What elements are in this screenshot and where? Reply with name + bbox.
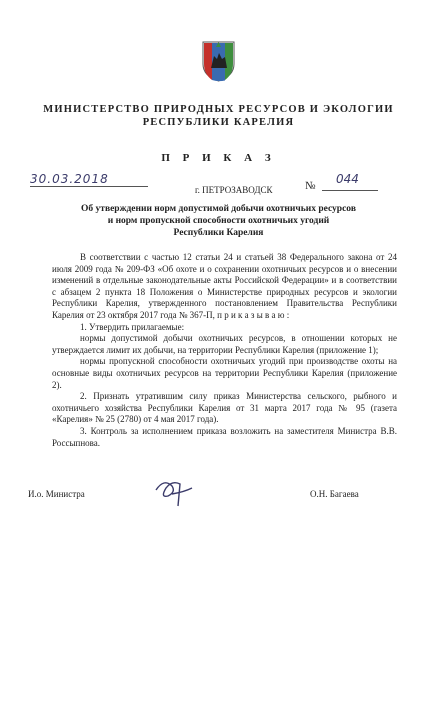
order-body	[52, 252, 397, 449]
order-subject	[60, 203, 377, 239]
ministry-name-line2: РЕСПУБЛИКИ КАРЕЛИЯ	[142, 117, 295, 128]
paragraph-preamble: В соответствии с частью 12 статьи 24 и статьей 38 Федерального закона от 24 июля 2009 года № 209-ФЗ «Об охоте и о сохранении охотничьих ресурсов и о внесении изменений в отдельные законодательные акты Российской Федерации» и в соответствии с абзацем 2 пункта 18 Положения о Министерстве природных ресурсов и экологии Республики Карелия, утвержденного постановлением Правительства Республики Карелия от 23 октября 2017 года № 367-П, п р и к а з ы в а ю :	[52, 252, 397, 320]
paragraph-item-2: 2. Признать утратившим силу приказ Министерства сельского, рыбного и охотничьего хозяйства Республики Карелия от 31 марта 2017 года № 95 (газета «Карелия» № 25 (2780) от 4 мая 2017 года).	[52, 391, 397, 425]
ministry-name-line1: МИНИСТЕРСТВО ПРИРОДНЫХ РЕСУРСОВ И ЭКОЛОГИИ	[43, 104, 394, 115]
paragraph-item-3: 3. Контроль за исполнением приказа возложить на заместителя Министра В.В. Россыпнова.	[52, 425, 397, 448]
order-title: П Р И К А З	[161, 152, 276, 164]
number-sign: №	[305, 180, 316, 192]
paragraph-item-1b: нормы пропускной способности охотничьих угодий при производстве охоты на основные виды охотничьих ресурсов на территории Республики Карелия (приложение 2).	[52, 356, 397, 390]
handwritten-signature-icon	[150, 476, 198, 510]
paragraph-item-1a: нормы допустимой добычи охотничьих ресурсов, в отношении которых не утверждается лимит их добычи, на территории Республики Карелия (приложение 1);	[52, 333, 397, 355]
subject-line3: Республики Карелия	[173, 228, 264, 238]
karelia-coat-of-arms-icon	[200, 40, 237, 82]
signatory-title: И.о. Министра	[28, 489, 85, 499]
date-underline	[30, 186, 148, 187]
order-date: 30.03.2018	[30, 172, 109, 186]
order-number: 044	[336, 172, 359, 186]
signatory-name: О.Н. Багаева	[310, 489, 359, 499]
subject-line1: Об утверждении норм допустимой добычи охотничьих ресурсов	[81, 204, 356, 214]
paragraph-item-1: 1. Утвердить прилагаемые:	[80, 321, 185, 332]
ministry-name	[40, 103, 397, 129]
city: г. ПЕТРОЗАВОДСК	[195, 185, 273, 195]
number-underline	[322, 190, 378, 191]
subject-line2: и норм пропускной способности охотничьих угодий	[107, 216, 330, 226]
